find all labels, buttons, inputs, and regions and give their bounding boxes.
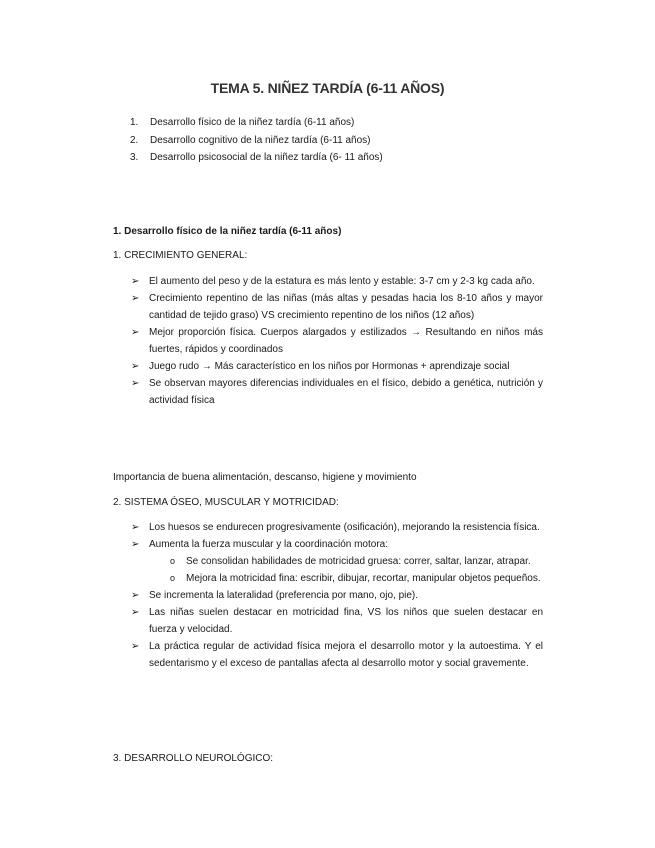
document-title: TEMA 5. NIÑEZ TARDÍA (6-11 AÑOS) — [210, 80, 445, 96]
toc-item — [130, 149, 383, 167]
toc-number: 2. — [130, 134, 139, 146]
arrow-bullet-icon: ➢ — [131, 293, 140, 304]
bullet-text: La práctica regular de actividad física mejora el desarrollo motor y la autoestima. Y el sedentarismo y el exceso de pantallas afecta al desarrollo motor y social gravemente. — [149, 641, 543, 669]
sub-bullet-text: Mejora la motricidad fina: escribir, dibujar, recortar, manipular objetos pequeños. — [186, 573, 541, 584]
list-item — [113, 519, 543, 536]
arrow-bullet-icon: ➢ — [131, 539, 140, 550]
motor-sub-list — [149, 553, 543, 587]
toc-text: Desarrollo físico de la niñez tardía (6-11 años) — [150, 117, 355, 128]
motor-bullet-list — [113, 519, 543, 672]
list-item — [113, 604, 543, 638]
growth-bullet-list — [113, 273, 543, 409]
bullet-text: El aumento del peso y de la estatura es más lento y estable: 3-7 cm y 2-3 kg cada año. — [149, 276, 535, 287]
toc-text: Desarrollo cognitivo de la niñez tardía (6-11 años) — [150, 134, 371, 146]
arrow-bullet-icon: ➢ — [131, 327, 140, 338]
section-heading: 1. Desarrollo físico de la niñez tardía (6-11 años) — [113, 226, 342, 237]
importance-note: Importancia de buena alimentación, descanso, higiene y movimiento — [113, 472, 417, 483]
sub-list-item — [149, 553, 543, 570]
bullet-text: Las niñas suelen destacar en motricidad fina, VS los niños que suelen destacar en fuerza y velocidad. — [149, 607, 543, 635]
arrow-bullet-icon: ➢ — [131, 361, 140, 372]
sub-list-item — [149, 570, 543, 587]
bullet-text: Crecimiento repentino de las niñas (más altas y pesadas hacia los 8-10 años y mayor cantidad de tejido graso) VS crecimiento repentino de los niños (12 años) — [149, 293, 543, 321]
subsection-heading-growth: 1. CRECIMIENTO GENERAL: — [113, 250, 248, 261]
list-item — [113, 536, 543, 587]
circle-bullet-icon: o — [170, 556, 176, 566]
bullet-text: Se observan mayores diferencias individuales en el físico, debido a genética, nutrición y actividad física — [149, 378, 543, 406]
bullet-text: Aumenta la fuerza muscular y la coordinación motora: — [149, 539, 389, 550]
list-item — [113, 273, 543, 290]
arrow-bullet-icon: ➢ — [131, 590, 140, 601]
list-item — [113, 290, 543, 324]
toc-number: 1. — [130, 117, 139, 128]
toc-item — [130, 114, 383, 132]
arrow-bullet-icon: ➢ — [131, 276, 140, 287]
arrow-bullet-icon: ➢ — [131, 607, 140, 618]
list-item — [113, 587, 543, 604]
table-of-contents — [130, 114, 383, 167]
toc-text: Desarrollo psicosocial de la niñez tardía (6- 11 años) — [150, 152, 383, 163]
toc-item — [130, 132, 383, 150]
arrow-bullet-icon: ➢ — [131, 378, 140, 389]
arrow-bullet-icon: ➢ — [131, 522, 140, 533]
sub-bullet-text: Se consolidan habilidades de motricidad gruesa: correr, saltar, lanzar, atrapar. — [186, 556, 531, 567]
list-item — [113, 358, 543, 375]
subsection-heading-neuro: 3. DESARROLLO NEUROLÓGICO: — [113, 753, 274, 764]
bullet-text: Se incrementa la lateralidad (preferencia por mano, ojo, pie). — [149, 590, 419, 601]
bullet-text: Los huesos se endurecen progresivamente (osificación), mejorando la resistencia física. — [149, 522, 540, 533]
subsection-heading-motor: 2. SISTEMA ÓSEO, MUSCULAR Y MOTRICIDAD: — [113, 497, 339, 508]
list-item — [113, 638, 543, 672]
bullet-text: Juego rudo → Más característico en los niños por Hormonas + aprendizaje social — [149, 361, 510, 372]
toc-number: 3. — [130, 152, 139, 163]
arrow-bullet-icon: ➢ — [131, 641, 140, 652]
list-item — [113, 375, 543, 409]
bullet-text: Mejor proporción física. Cuerpos alargados y estilizados → Resultando en niños más fuertes, rápidos y coordinados — [149, 327, 543, 355]
circle-bullet-icon: o — [170, 573, 176, 583]
list-item — [113, 324, 543, 358]
